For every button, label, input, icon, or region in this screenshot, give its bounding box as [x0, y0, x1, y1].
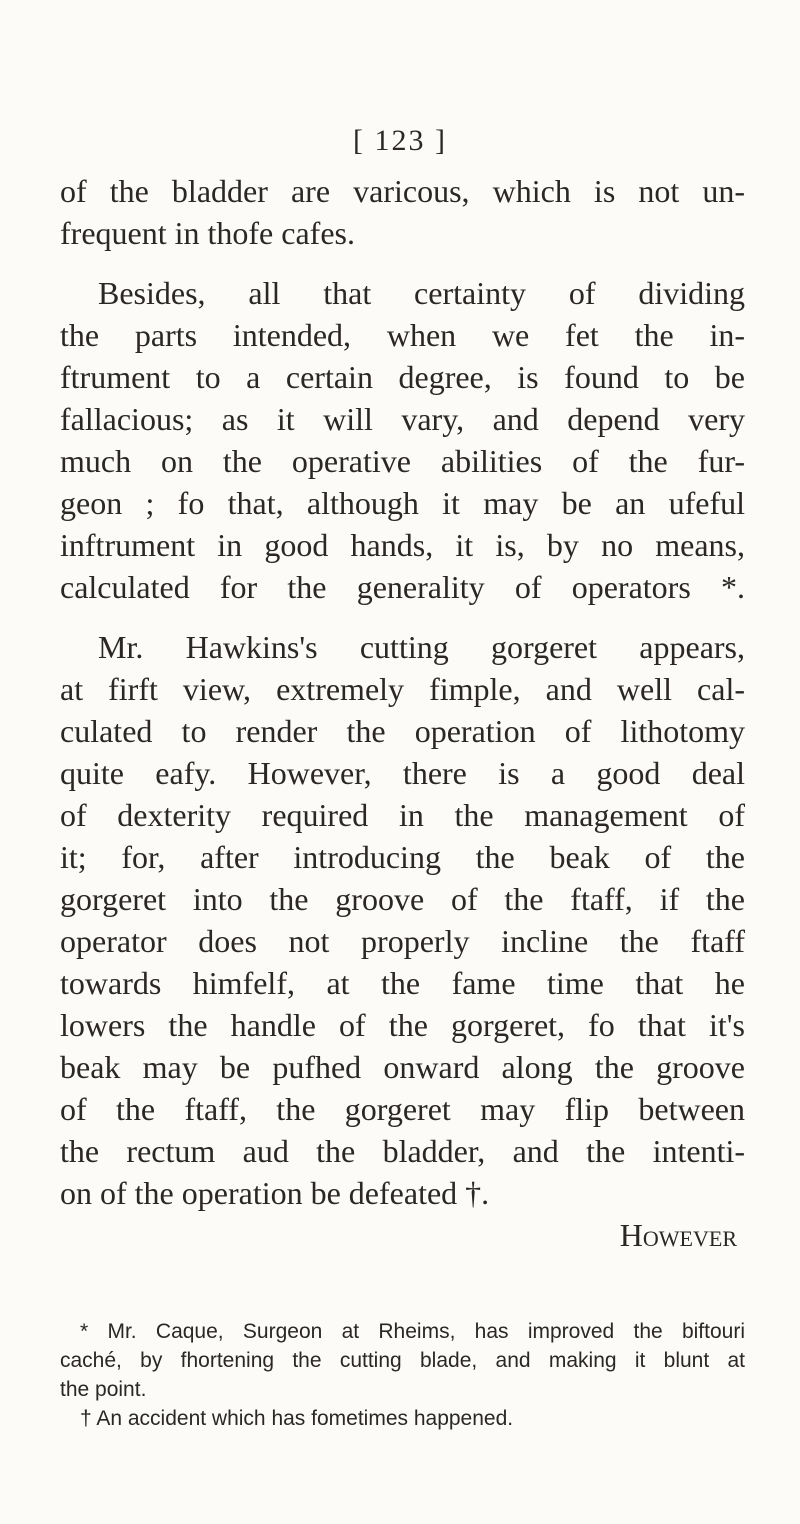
text-line: of the bladder are varicous, which is not un- [60, 173, 745, 209]
text-line-paragraph-start: Mr. Hawkins's cutting gorgeret appears, [98, 629, 745, 665]
text-line: at firft view, extremely fimple, and well cal- [60, 671, 745, 707]
footnotes [60, 1317, 745, 1433]
main-text [60, 170, 745, 1256]
footnote-line: * Mr. Caque, Surgeon at Rheims, has improved the biftouri [80, 1320, 745, 1343]
text-line: geon ; fo that, although it may be an ufeful [60, 485, 745, 521]
text-line: the parts intended, when we fet the in- [60, 317, 745, 353]
footnote-line: † An accident which has fometimes happened. [80, 1407, 514, 1430]
text-line: much on the operative abilities of the fur- [60, 443, 745, 479]
text-line: fallacious; as it will vary, and depend very [60, 401, 745, 437]
text-line: inftrument in good hands, it is, by no means, [60, 527, 745, 563]
text-line: quite eafy. However, there is a good deal [60, 755, 745, 791]
text-line: gorgeret into the groove of the ftaff, if the [60, 881, 745, 917]
text-line: ftrument to a certain degree, is found to be [60, 359, 745, 395]
text-line: on of the operation be defeated †. [60, 1175, 490, 1211]
text-line: towards himfelf, at the fame time that he [60, 965, 745, 1001]
text-line: of dexterity required in the management of [60, 797, 745, 833]
text-line: frequent in thofe cafes. [60, 215, 355, 251]
text-line-paragraph-start: Besides, all that certainty of dividing [98, 275, 745, 311]
text-line: the rectum aud the bladder, and the intenti- [60, 1133, 745, 1169]
text-line: lowers the handle of the gorgeret, fo that it's [60, 1007, 745, 1043]
catchword: However [619, 1217, 737, 1253]
text-line: operator does not properly incline the ftaff [60, 923, 745, 959]
text-line: culated to render the operation of lithotomy [60, 713, 745, 749]
text-line: it; for, after introducing the beak of the [60, 839, 745, 875]
text-line: beak may be pufhed onward along the groove [60, 1049, 745, 1085]
text-line: calculated for the generality of operators *. [60, 569, 745, 605]
footnote-line: the point. [60, 1378, 147, 1401]
page-number-header: [ 123 ] [353, 124, 447, 157]
footnote-line: caché, by fhortening the cutting blade, and making it blunt at [60, 1349, 745, 1372]
text-line: of the ftaff, the gorgeret may flip between [60, 1091, 745, 1127]
